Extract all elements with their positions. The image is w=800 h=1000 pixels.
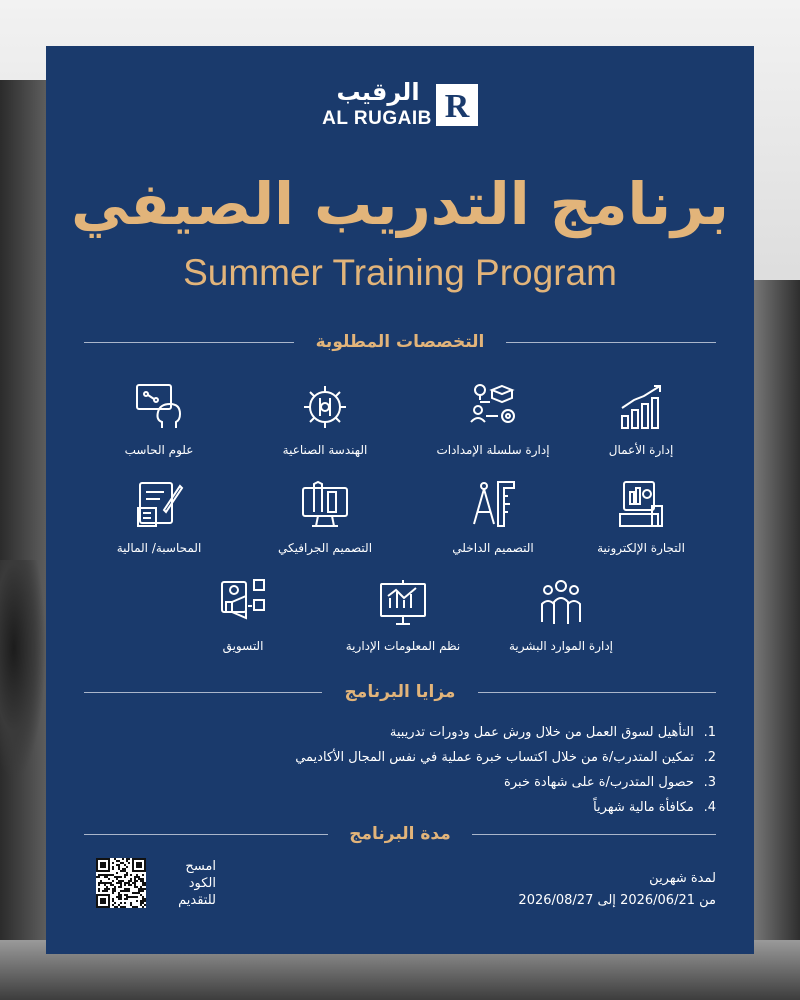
ecommerce-terminal-icon (616, 480, 666, 530)
spec-label: التصميم الجرافيكي (277, 541, 373, 555)
duration-dates: من 2026/06/21 إلى 2026/08/27 (518, 893, 716, 908)
brand-name-ar: الرقيب (336, 78, 420, 106)
page-title-ar: برنامج التدريب الصيفي (71, 170, 729, 238)
design-monitor-icon (300, 480, 350, 530)
scan-to-apply-text: امسح الكود للتقديم (178, 859, 216, 908)
qr-code-icon[interactable] (96, 858, 146, 908)
people-group-icon (536, 578, 586, 628)
spec-ecommerce (566, 480, 716, 560)
brand-logo-icon (436, 84, 478, 126)
spec-business-admin (566, 382, 716, 462)
marketing-megaphone-icon (218, 578, 268, 628)
spec-graphic-design (250, 480, 400, 560)
presentation-board-icon (378, 578, 428, 628)
spec-computer-science (84, 382, 234, 462)
section-benefits (84, 680, 716, 704)
spec-human-resources (486, 578, 636, 658)
spec-mis (328, 578, 478, 658)
spec-accounting (84, 480, 234, 560)
spec-label: إدارة الأعمال (608, 443, 674, 457)
spec-label: التصميم الداخلي (452, 541, 534, 555)
bar-chart-growth-icon (616, 382, 666, 432)
duration-info (420, 868, 716, 912)
spec-label: علوم الحاسب (124, 443, 194, 457)
spec-label: التسويق (222, 639, 264, 653)
spec-supply-chain (418, 382, 568, 462)
spec-industrial-engineering (250, 382, 400, 462)
brand-mark-letter: R (444, 88, 470, 125)
gear-tools-icon (300, 382, 350, 432)
computer-mind-icon (134, 382, 184, 432)
duration-length: لمدة شهرين (649, 871, 716, 886)
accounting-calculator-icon (134, 480, 184, 530)
spec-label: إدارة الموارد البشرية (508, 639, 614, 653)
compass-ruler-icon (468, 480, 518, 530)
spec-label: المحاسبة/ المالية (116, 541, 202, 555)
spec-label: نظم المعلومات الإدارية (345, 639, 461, 653)
supply-chain-icon (468, 382, 518, 432)
spec-interior-design (418, 480, 568, 560)
section-specializations (84, 330, 716, 354)
list-item: 1. التأهيل لسوق العمل من خلال ورش عمل ودورات تدريبية (389, 725, 716, 740)
spec-label: إدارة سلسلة الإمدادات (436, 443, 550, 457)
spec-label: التجارة الإلكترونية (597, 541, 685, 555)
section-title: التخصصات المطلوبة (315, 332, 485, 352)
brand-name-en: AL RUGAIB (322, 108, 432, 129)
list-item: 4. مكافأة مالية شهرياً (593, 800, 716, 815)
section-duration (84, 822, 716, 846)
spec-label: الهندسة الصناعية (282, 443, 368, 457)
spec-marketing (168, 578, 318, 658)
page-title-en: Summer Training Program (183, 252, 617, 293)
list-item: 2. تمكين المتدرب/ة من خلال اكتساب خبرة عملية في نفس المجال الأكاديمي (295, 750, 716, 765)
list-item: 3. حصول المتدرب/ة على شهادة خبرة (504, 775, 716, 790)
section-title: مدة البرنامج (349, 824, 451, 844)
section-title: مزايا البرنامج (344, 682, 456, 702)
benefits-list (250, 720, 716, 820)
